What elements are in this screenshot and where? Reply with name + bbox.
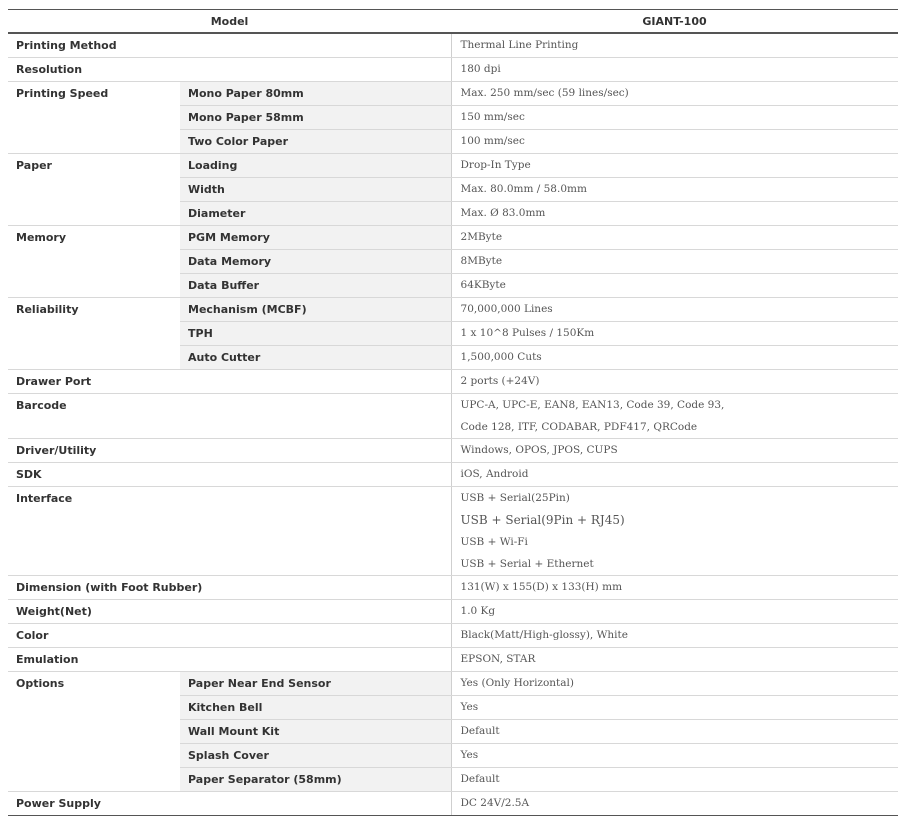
row-value: 131(W) x 155(D) x 133(H) mm (451, 576, 898, 600)
table-row (8, 648, 898, 672)
row-sublabel: Mono Paper 58mm (180, 106, 451, 130)
value-line: USB + Serial(9Pin + RJ45) (460, 513, 625, 527)
row-sublabel: Splash Cover (180, 744, 451, 768)
header-model: Model (8, 10, 451, 34)
row-label: Driver/Utility (8, 439, 451, 463)
table-row (8, 370, 898, 394)
row-group-label: Printing Speed (8, 82, 180, 154)
row-label: Dimension (with Foot Rubber) (8, 576, 451, 600)
table-row (8, 394, 898, 439)
row-label: Emulation (8, 648, 451, 672)
spec-table-container (8, 9, 898, 816)
table-row (8, 226, 898, 250)
row-value: 180 dpi (451, 58, 898, 82)
row-label: Interface (8, 487, 451, 576)
row-group-label: Paper (8, 154, 180, 226)
row-sublabel: Data Buffer (180, 274, 451, 298)
row-value: Max. 80.0mm / 58.0mm (451, 178, 898, 202)
table-row (8, 672, 898, 696)
table-row (8, 33, 898, 58)
row-value: DC 24V/2.5A (451, 792, 898, 816)
header-product: GIANT-100 (451, 10, 898, 34)
row-sublabel: Kitchen Bell (180, 696, 451, 720)
row-value: Drop-In Type (451, 154, 898, 178)
row-sublabel: Loading (180, 154, 451, 178)
table-row (8, 154, 898, 178)
row-value: 100 mm/sec (451, 130, 898, 154)
table-row (8, 792, 898, 816)
value-line: USB + Serial + Ethernet (460, 558, 594, 570)
row-value: 8MByte (451, 250, 898, 274)
table-row (8, 58, 898, 82)
row-value: Default (451, 768, 898, 792)
row-value: Max. Ø 83.0mm (451, 202, 898, 226)
row-label: Printing Method (8, 33, 451, 58)
row-sublabel: Two Color Paper (180, 130, 451, 154)
row-label: Color (8, 624, 451, 648)
row-value: Yes (Only Horizontal) (451, 672, 898, 696)
row-sublabel: Auto Cutter (180, 346, 451, 370)
row-sublabel: PGM Memory (180, 226, 451, 250)
table-row (8, 576, 898, 600)
row-group-label: Memory (8, 226, 180, 298)
row-value: Thermal Line Printing (451, 33, 898, 58)
table-row (8, 82, 898, 106)
row-value: Default (451, 720, 898, 744)
row-value: 1.0 Kg (451, 600, 898, 624)
table-header-row (8, 10, 898, 34)
row-group-label: Reliability (8, 298, 180, 370)
row-label: SDK (8, 463, 451, 487)
row-value: Black(Matt/High-glossy), White (451, 624, 898, 648)
row-label: Barcode (8, 394, 451, 439)
row-value: EPSON, STAR (451, 648, 898, 672)
row-value: Windows, OPOS, JPOS, CUPS (451, 439, 898, 463)
row-label: Power Supply (8, 792, 451, 816)
row-value: Yes (451, 744, 898, 768)
table-row (8, 463, 898, 487)
row-value-multiline (451, 394, 898, 439)
row-sublabel: Data Memory (180, 250, 451, 274)
row-sublabel: TPH (180, 322, 451, 346)
value-line: Code 128, ITF, CODABAR, PDF417, QRCode (460, 421, 698, 433)
row-value: Yes (451, 696, 898, 720)
row-sublabel: Mechanism (MCBF) (180, 298, 451, 322)
row-group-label: Options (8, 672, 180, 792)
table-row (8, 298, 898, 322)
row-sublabel: Paper Separator (58mm) (180, 768, 451, 792)
row-label: Resolution (8, 58, 451, 82)
value-line: USB + Serial(25Pin) (460, 492, 570, 504)
row-sublabel: Width (180, 178, 451, 202)
table-row (8, 439, 898, 463)
value-line: USB + Wi-Fi (460, 536, 528, 548)
row-value: Max. 250 mm/sec (59 lines/sec) (451, 82, 898, 106)
table-row (8, 487, 898, 576)
row-value: 1 x 10^8 Pulses / 150Km (451, 322, 898, 346)
row-sublabel: Diameter (180, 202, 451, 226)
spec-table (8, 9, 898, 816)
row-sublabel: Wall Mount Kit (180, 720, 451, 744)
value-line: UPC-A, UPC-E, EAN8, EAN13, Code 39, Code 93, (460, 399, 725, 411)
row-value: 2MByte (451, 226, 898, 250)
table-row (8, 600, 898, 624)
row-value-multiline (451, 487, 898, 576)
row-sublabel: Paper Near End Sensor (180, 672, 451, 696)
table-row (8, 624, 898, 648)
row-value: 70,000,000 Lines (451, 298, 898, 322)
row-label: Weight(Net) (8, 600, 451, 624)
row-label: Drawer Port (8, 370, 451, 394)
row-value: 150 mm/sec (451, 106, 898, 130)
row-value: iOS, Android (451, 463, 898, 487)
row-value: 1,500,000 Cuts (451, 346, 898, 370)
row-value: 2 ports (+24V) (451, 370, 898, 394)
row-sublabel: Mono Paper 80mm (180, 82, 451, 106)
row-value: 64KByte (451, 274, 898, 298)
